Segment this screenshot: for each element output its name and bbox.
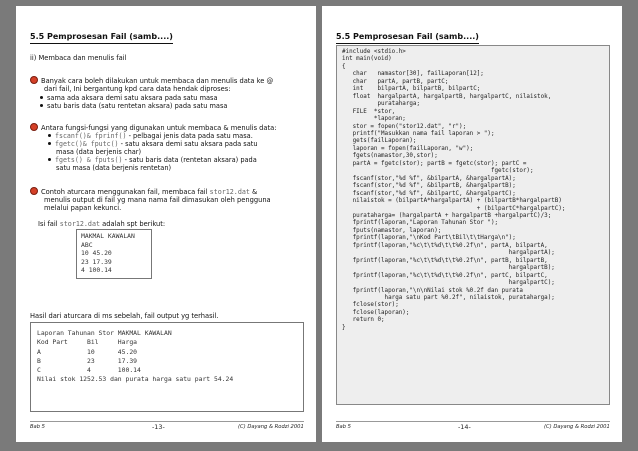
code-line: purataharga= (hargalpartA + hargalpartB +hargalpartC)/3; (342, 212, 552, 219)
list-item: sama ada aksara demi satu aksara pada satu masa (40, 94, 227, 102)
code-line: fprintf(laporan,"%c\t\t%d\t\t%0.2f\n", partA, bilpartA, (342, 242, 548, 249)
code-line: int main(void) (342, 56, 392, 63)
list-item-continuation: masa (data berjenis char) (56, 148, 142, 156)
paragraph-1 (30, 76, 273, 93)
code-line: nilaistok = (bilpartA*hargalpartA) + (bilpartB*hargalpartB) (342, 198, 562, 205)
list-item: fgets() & fputs() - satu baris data (rentetan aksara) pada (48, 156, 258, 164)
code-line: fscanf(stor,"%d %f", &bilpartB, &hargalpartB); (342, 183, 516, 190)
code-line: return 0; (342, 317, 385, 324)
paragraph-2 (30, 123, 277, 132)
code-line: char namastor[30], failLaporan[12]; (342, 71, 484, 78)
bullet-dot-icon (40, 104, 43, 107)
footer-copyright: (C) Dayang & Rodzi 2001 (544, 424, 610, 430)
output-line: Kod Part Bil Harga (37, 338, 138, 347)
output-line: C 4 100.14 (37, 366, 141, 375)
code-line: stor = fopen("stor12.dat", "r"); (342, 123, 467, 130)
list-item: fscanf()& fprinf() - pelbagai jenis data pada satu masa. (48, 132, 258, 140)
output-line: Nilai stok 1252.53 dan purata harga satu part 54.24 (37, 375, 234, 384)
bullet-dot-icon (48, 158, 51, 161)
file-line: 23 17.39 (81, 257, 112, 266)
code-line: float hargalpartA, hargalpartB, hargalpartC, nilaistok, (342, 93, 552, 100)
footer-chapter: Bab 5 (336, 424, 351, 430)
bullet-dot-icon (40, 96, 43, 99)
list-item: fgetc()& fputc() - satu aksara demi satu aksara pada satu (48, 140, 258, 148)
code-line: harga satu part %0.2f", nilaistok, purataharga); (342, 294, 555, 301)
footer-chapter: Bab 5 (30, 424, 45, 430)
list-item: satu baris data (satu rentetan aksara) pada satu masa (40, 102, 227, 110)
code-line: fgets(namastor,30,stor); (342, 153, 438, 160)
file-line: 4 100.14 (81, 266, 112, 275)
page-number: -14- (458, 423, 471, 431)
paragraph-1-list (40, 94, 227, 110)
output-line: A 10 45.20 (37, 347, 138, 356)
code-line: printf("Masukkan nama fail laporan > "); (342, 130, 495, 137)
code-line: #include <stdio.h> (342, 49, 406, 55)
file-line: 10 45.20 (81, 249, 112, 258)
code-line: fprintf(laporan,"%c\t\t%d\t\t%0.2f\n", partB, bilpartB, (342, 257, 548, 264)
file-content-box (76, 229, 152, 279)
code-listing (336, 45, 610, 405)
paragraph-1-line-1: Banyak cara boleh dilakukan untuk membaca dan menulis data ke @ (41, 77, 274, 85)
bullet-dot-icon (48, 134, 51, 137)
page-number: -13- (152, 423, 165, 431)
code-line: partA = fgetc(stor); partB = fgetc(stor); partC = (342, 160, 527, 167)
code-line: fprintf(laporan,"%c\t\t%d\t\t%0.2f\n", partC, bilpartC, (342, 272, 548, 279)
red-bullet-icon (30, 187, 38, 195)
paragraph-1-line-2: dari fail, Ini bergantung kpd cara data hendak diproses: (44, 85, 231, 94)
file-line: ABC (81, 240, 93, 249)
paragraph-3: Contoh aturcara menggunakan fail, membaca fail stor12.dat & menulis output di fail yg mana nama fail dimasukan oleh pengguna melalui papan kekunci. (30, 187, 271, 212)
code-line: fscanf(stor,"%d %f", &bilpartA, &hargalpartA); (342, 175, 516, 182)
code-line: fputs(namastor, laporan); (342, 227, 442, 234)
list-item-continuation: satu masa (data berjenis rentetan) (56, 164, 172, 172)
footer-divider (30, 421, 304, 422)
code-line: fprintf(laporan,"\n\nNilai stok %0.2f dan purata (342, 287, 523, 294)
output-line: B 23 17.39 (37, 356, 138, 365)
output-file-box (30, 322, 304, 412)
code-line: purataharga; (342, 101, 421, 108)
footer-copyright: (C) Dayang & Rodzi 2001 (238, 424, 304, 430)
result-intro: Hasil dari aturcara di ms sebelah, fail output yg terhasil. (30, 312, 219, 320)
code-line: char partA, partB, partC; (342, 78, 449, 85)
red-bullet-icon (30, 123, 38, 131)
code-line: fgetc(stor); (342, 168, 534, 175)
code-line: FILE *stor, (342, 108, 396, 115)
code-line: hargalpartB); (342, 265, 555, 272)
code-line: fclose(laporan); (342, 309, 410, 316)
code-line: { (342, 63, 346, 70)
page-title: 5.5 Pemprosesan Fail (samb....) (336, 32, 479, 44)
section-heading: ii) Membaca dan menulis fail (30, 54, 127, 62)
footer-divider (336, 421, 610, 422)
code-line: fscanf(stor,"%d %f", &bilpartC, &hargalpartC); (342, 190, 516, 197)
red-bullet-icon (30, 76, 38, 84)
code-line: fclose(stor); (342, 302, 399, 309)
page-title: 5.5 Pemprosesan Fail (samb....) (30, 32, 173, 44)
code-line: int bilpartA, bilpartB, bilpartC; (342, 86, 481, 93)
file-line: MAKMAL KAWALAN (81, 232, 135, 240)
code-line: hargalpartA); (342, 250, 555, 257)
slide-page-13 (16, 6, 316, 442)
code-line: hargalpartC); (342, 280, 555, 287)
code-line: + (bilpartC*hargalpartC); (342, 205, 566, 212)
output-line: Laporan Tahunan Stor MAKMAL KAWALAN (37, 329, 172, 337)
slide-page-14 (322, 6, 622, 442)
code-line: gets(failLaporan); (342, 138, 417, 145)
code-line: fprintf(laporan,"\nKod Part\tBil\t\tHarga\n"); (342, 235, 516, 242)
code-line: laporan = fopen(failLaporan, "w"); (342, 145, 474, 152)
paragraph-2-text: Antara fungsi-fungsi yang digunakan untuk membaca & menulis data: (41, 124, 277, 132)
code-line: } (342, 324, 346, 331)
paragraph-2-list (48, 132, 258, 172)
file-intro: Isi fail stor12.dat adalah spt berikut: (38, 220, 166, 228)
bullet-dot-icon (48, 142, 51, 145)
code-line: *laporan; (342, 116, 406, 123)
code-line: fprintf(laporan,"Laporan Tahunan Stor "); (342, 220, 499, 227)
